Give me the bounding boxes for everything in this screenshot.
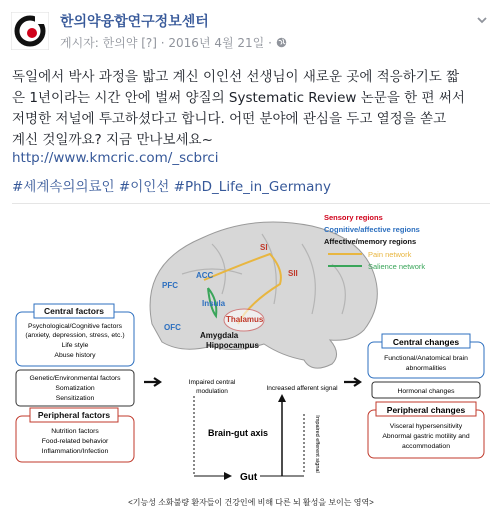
peripheral-changes-line: accommodation [402, 443, 450, 450]
post-body [12, 67, 490, 151]
central-changes-title: Central changes [392, 337, 460, 347]
figure-caption: <기능성 소화불량 환자들이 건강인에 비해 다른 뇌 활성을 보이는 영역> [128, 498, 374, 507]
label-thalamus: Thalamus [226, 315, 264, 324]
body-line: 은 1년이라는 시간 안에 벌써 양질의 Systematic Review 논문을 한 편 써서 [12, 90, 465, 106]
hashtags [12, 175, 331, 195]
impaired-central-label: modulation [196, 388, 228, 395]
central-factors-title: Central factors [44, 306, 104, 316]
increased-afferent-label: Increased afferent signal [266, 385, 338, 392]
peripheral-factors-line: Inflammation/Infection [41, 448, 109, 455]
gut-label: Gut [240, 472, 258, 483]
hashtag-link[interactable]: #세계속의의료인 [12, 179, 115, 195]
brain-gut-axis-label: Brain-gut axis [207, 428, 269, 438]
author-line[interactable]: 게시자: 한의약 [?] · 2016년 4월 21일 · [60, 36, 276, 50]
page-name-link[interactable]: 한의약융합연구정보센터 [60, 14, 209, 30]
central-factors-line: (anxiety, depression, stress, etc.) [25, 332, 125, 339]
post-link[interactable]: http://www.kmcric.com/_scbrci [12, 150, 219, 166]
hormonal-label: Hormonal changes [397, 388, 455, 395]
globe-icon [276, 37, 287, 48]
label-si: SI [260, 243, 268, 252]
arrow-right-icon [344, 378, 360, 386]
label-hippocampus: Hippocampus [206, 341, 259, 350]
hashtag-link[interactable]: #이인선 [118, 179, 170, 195]
central-factors-line: Psychological/Cognitive factors [27, 323, 123, 330]
genetic-factors-line: Sensitization [55, 395, 95, 402]
arrow-right-icon [144, 378, 160, 386]
hashtag-link[interactable]: #PhD_Life_in_Germany [173, 179, 331, 195]
arrow-up-icon [278, 394, 286, 402]
peripheral-factors-title: Peripheral factors [37, 410, 111, 420]
legend-cognitive: Cognitive/affective regions [324, 225, 420, 234]
impaired-central-label: Impaired central [188, 379, 236, 386]
peripheral-changes-line: Abnormal gastric motility and [382, 433, 470, 440]
central-changes-line: abnormalities [405, 365, 447, 372]
central-changes-line: Functional/Anatomical brain [384, 355, 468, 362]
label-acc: ACC [196, 271, 214, 280]
post-figure[interactable] [12, 203, 490, 520]
body-line: 계신 것일까요? 지금 만나보세요~ [12, 132, 213, 148]
label-amygdala: Amygdala [200, 331, 239, 340]
label-insula: Insula [202, 299, 226, 308]
genetic-factors-line: Genetic/Environmental factors [29, 375, 121, 382]
peripheral-factors-line: Food-related behavior [41, 438, 109, 445]
peripheral-changes-line: Visceral hypersensitivity [389, 423, 463, 430]
page-avatar[interactable] [11, 12, 49, 50]
post-header [0, 0, 500, 58]
body-line: 독일에서 박사 과정을 밟고 계신 이인선 선생님이 새로운 곳에 적응하기도 짧 [12, 69, 460, 85]
label-sii: SII [288, 269, 298, 278]
post-meta [60, 34, 287, 51]
label-ofc: OFC [164, 323, 181, 332]
impaired-efferent-label: Impaired efferent signal [314, 415, 320, 473]
central-factors-line: Abuse history [54, 352, 96, 359]
chevron-down-icon[interactable] [476, 14, 488, 26]
peripheral-changes-title: Peripheral changes [386, 405, 466, 415]
legend-sensory: Sensory regions [324, 213, 383, 222]
central-factors-line: Life style [61, 342, 89, 349]
legend-salience: Salience network [368, 262, 426, 271]
genetic-factors-line: Somatization [55, 385, 95, 392]
legend-affective: Affective/memory regions [324, 237, 417, 246]
body-line: 저명한 저널에 투고하셨다고 합니다. 어떤 분야에 관심을 두고 열정을 쏟고 [12, 111, 447, 127]
label-pfc: PFC [162, 281, 178, 290]
peripheral-factors-line: Nutrition factors [51, 428, 99, 435]
legend-pain: Pain network [368, 250, 412, 259]
